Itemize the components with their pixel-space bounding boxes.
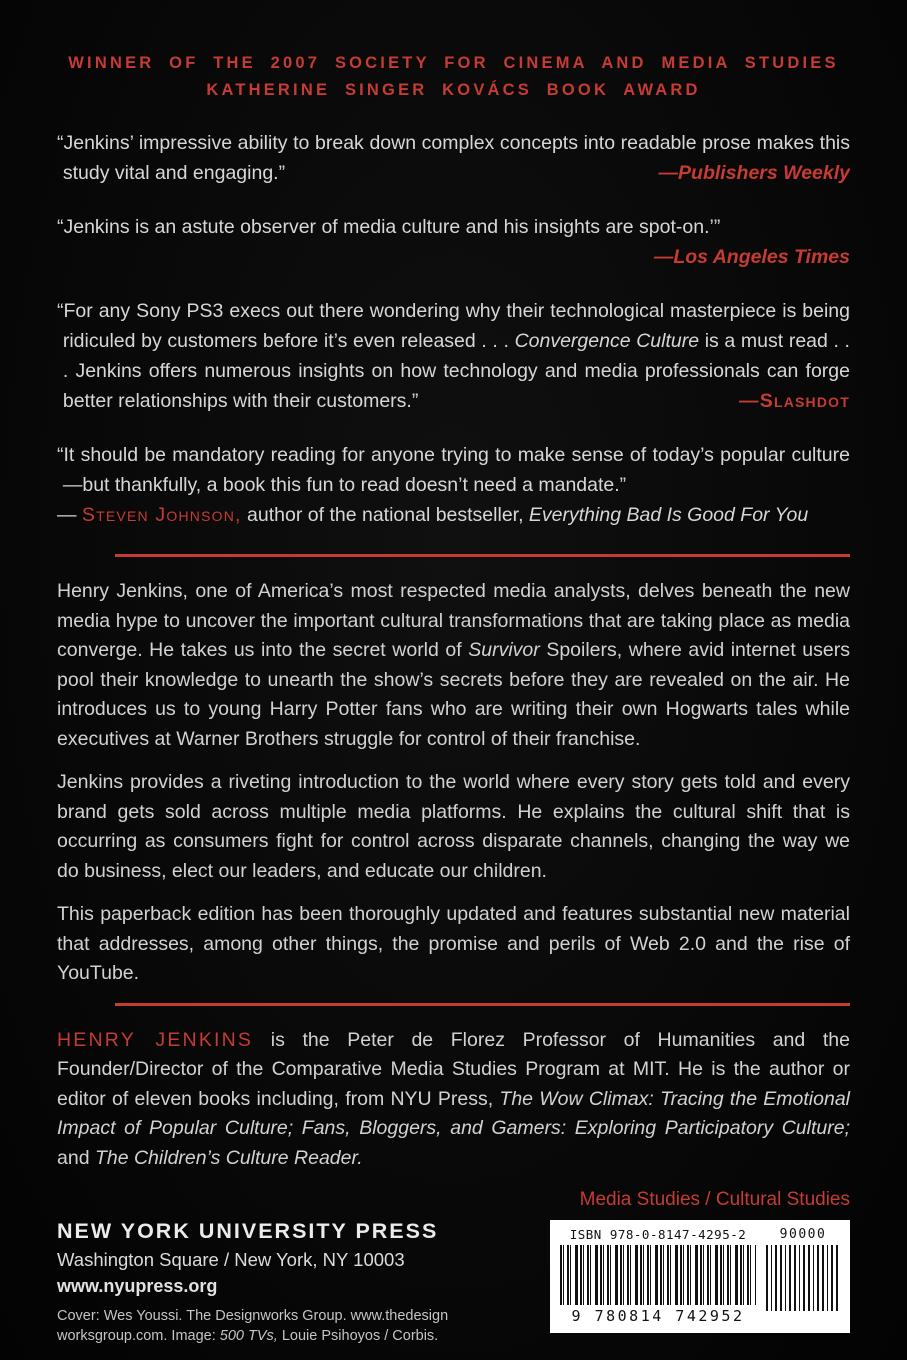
barcode-bars xyxy=(560,1245,756,1305)
barcode-box xyxy=(550,1220,850,1333)
barcode-column xyxy=(550,1189,850,1333)
publisher-website: www.nyupress.org xyxy=(57,1276,218,1296)
quote-text xyxy=(57,212,850,242)
quote-attribution: — Steven Johnson, author of the national bestseller, Everything Bad Is Good For You xyxy=(57,504,809,526)
quote-slashdot xyxy=(57,296,850,416)
quote-attribution: —Publishers Weekly xyxy=(658,162,850,184)
quote-los-angeles-times xyxy=(57,212,850,272)
quote-text xyxy=(57,128,850,188)
quote-body: “It should be mandatory reading for anyone trying to make sense of today’s popular culture—but thankfully, a book this fun to read doesn’t need a mandate.” xyxy=(57,444,850,496)
synopsis-paragraph-2: Jenkins provides a riveting introduction to the world where every story gets told and every brand gets sold across multiple media platforms. He explains the cultural shift that is occurring as consumers fight for control across disparate channels, changing the way we do business, elect our leaders, and educate our children. xyxy=(57,771,850,882)
barcode-addon-bars xyxy=(766,1245,840,1311)
cover-credits-line-2: worksgroup.com. Image: 500 TVs, Louie Psihoyos / Corbis. xyxy=(57,1328,439,1344)
publisher-name: NEW YORK UNIVERSITY PRESS xyxy=(57,1219,439,1243)
award-line-2: KATHERINE SINGER KOVÁCS BOOK AWARD xyxy=(206,81,701,99)
divider-rule-top xyxy=(115,554,850,557)
publisher-address: Washington Square / New York, NY 10003 xyxy=(57,1249,405,1270)
synopsis-paragraph-3: This paperback edition has been thoroughly updated and features substantial new material that addresses, among other things, the promise and perils of Web 2.0 and the rise of YouTube. xyxy=(57,903,850,984)
ean-label: 9 780814 742952 xyxy=(571,1307,745,1325)
quote-publishers-weekly xyxy=(57,128,850,188)
award-banner xyxy=(57,50,850,104)
divider-rule-bottom xyxy=(115,1003,850,1006)
quote-body: “For any Sony PS3 execs out there wondering why their technological masterpiece is being ridiculed by customers before it’s even released . . . Convergence Culture is a must read . . . Jenkins offers numerous insights on how technology and media professionals can forge better relationships with their customers.” xyxy=(57,300,850,412)
quote-text xyxy=(57,296,850,416)
synopsis-paragraph-1: Henry Jenkins, one of America’s most respected media analysts, delves beneath the new media hype to uncover the important cultural transformations that are taking place as media converge. He takes us into the secret world of Survivor Spoilers, where avid internet users pool their knowledge to unearth the show’s secrets before they are revealed on the air. He introduces us to young Harry Potter fans who are writing their own Hogwarts tales while executives at Warner Brothers struggle for control of their franchise. xyxy=(57,580,850,750)
author-bio: HENRY JENKINS is the Peter de Florez Professor of Humanities and the Founder/Director of the Comparative Media Studies Program at MIT. He is the author or editor of eleven books including, from NYU Press, The Wow Climax: Tracing the Emotional Impact of Popular Culture; Fans, Bloggers, and Gamers: Exploring Participatory Culture; and The Children’s Culture Reader. xyxy=(57,1028,851,1169)
barcode-addon xyxy=(766,1227,840,1325)
footer xyxy=(57,1189,850,1346)
quote-body: “Jenkins is an astute observer of media culture and his insights are spot-on.’” xyxy=(57,216,721,238)
quote-attribution: —Los Angeles Times xyxy=(653,246,850,268)
cover-credits-line-1: Cover: Wes Youssi. The Designworks Group. www.thedesign xyxy=(57,1308,449,1324)
category-label: Media Studies / Cultural Studies xyxy=(579,1189,850,1210)
cover-credits xyxy=(57,1306,527,1346)
isbn-label: ISBN 978-0-8147-4295-2 xyxy=(569,1227,747,1242)
quote-attribution: —Slashdot xyxy=(739,390,850,412)
publisher-block xyxy=(57,1219,527,1346)
quote-steven-johnson xyxy=(57,440,850,530)
price-code-label: 90000 xyxy=(779,1227,827,1242)
barcode-main xyxy=(560,1227,756,1325)
quote-text xyxy=(57,440,850,500)
quote-body: “Jenkins’ impressive ability to break down complex concepts into readable prose makes this study vital and engaging.” xyxy=(57,132,850,184)
award-line-1: WINNER OF THE 2007 SOCIETY FOR CINEMA AND MEDIA STUDIES xyxy=(68,54,839,72)
